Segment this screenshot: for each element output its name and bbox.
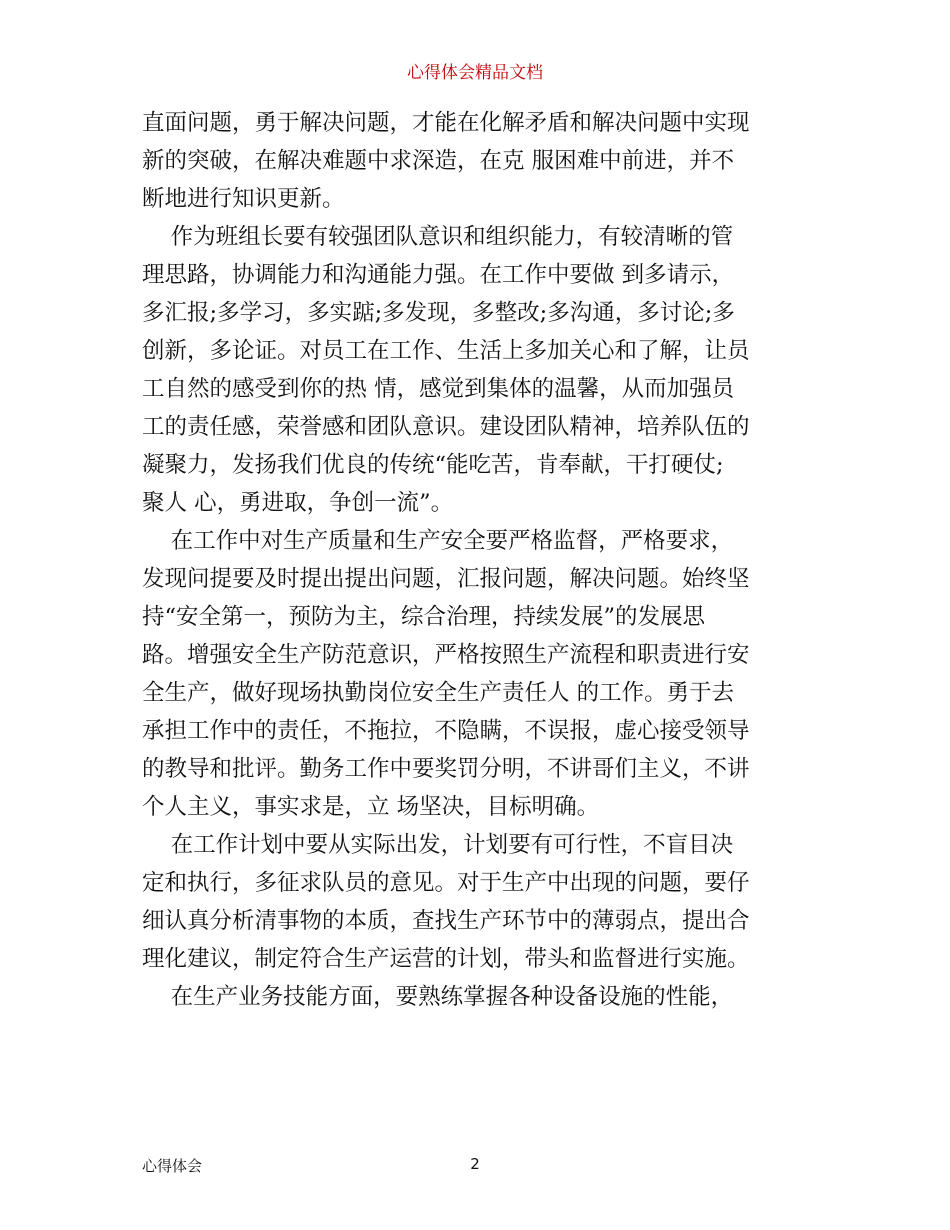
text-line: 新的突破，在解决难题中求深造，在克 服困难中前进，并不 (142, 148, 735, 174)
text-line: 的教导和批评。勤务工作中要奖罚分明，不讲哥们主义，不讲 (142, 756, 750, 782)
page-number: 2 (470, 1155, 480, 1173)
text-line: 路。增强安全生产防范意识，严格按照生产流程和职责进行安 (142, 642, 750, 668)
text-line: 作为班组长要有较强团队意识和组织能力，有较清晰的管 (142, 224, 734, 250)
text-line: 定和执行，多征求队员的意见。对于生产中出现的问题，要仔 (142, 870, 750, 896)
text-line: 工的责任感，荣誉感和团队意识。建设团队精神，培养队伍的 (142, 414, 750, 440)
text-line: 在工作中对生产质量和生产安全要严格监督，严格要求， (142, 528, 734, 554)
text-line: 在生产业务技能方面，要熟练掌握各种设备设施的性能， (142, 984, 734, 1010)
document-body (142, 104, 810, 1016)
text-line: 工自然的感受到你的热 情，感觉到集体的温馨，从而加强员 (142, 376, 735, 402)
page-header-title: 心得体会精品文档 (407, 63, 543, 83)
text-line: 理思路，协调能力和沟通能力强。在工作中要做 到多请示， (142, 262, 735, 288)
text-line: 细认真分析清事物的本质，查找生产环节中的薄弱点，提出合 (142, 908, 750, 934)
text-line: 直面问题，勇于解决问题，才能在化解矛盾和解决问题中实现 (142, 110, 750, 136)
text-line: 承担工作中的责任，不拖拉，不隐瞒，不误报，虚心接受领导 (142, 718, 750, 744)
text-line: 聚人 心，勇进取，争创一流”。 (142, 490, 454, 516)
footer-label: 心得体会 (142, 1157, 203, 1175)
text-line: 全生产，做好现场执勤岗位安全生产责任人 的工作。勇于去 (142, 680, 735, 706)
text-line: 在工作计划中要从实际出发，计划要有可行性，不盲目决 (142, 832, 734, 858)
text-line: 创新，多论证。对员工在工作、生活上多加关心和了解，让员 (142, 338, 750, 364)
text-line: 发现问提要及时提出提出问题，汇报问题，解决问题。始终坚 (142, 566, 750, 592)
text-line: 持“安全第一，预防为主，综合治理，持续发展”的发展思 (142, 604, 706, 630)
text-line: 断地进行知识更新。 (142, 186, 345, 212)
text-line: 凝聚力，发扬我们优良的传统“能吃苦，肯奉献，干打硬仗; (142, 452, 724, 478)
text-line: 理化建议，制定符合生产运营的计划，带头和监督进行实施。 (142, 946, 750, 972)
text-line: 多汇报;多学习，多实踮;多发现，多整改;多沟通，多讨论;多 (142, 300, 735, 326)
text-line: 个人主义，事实求是，立 场坚决，目标明确。 (142, 794, 600, 820)
